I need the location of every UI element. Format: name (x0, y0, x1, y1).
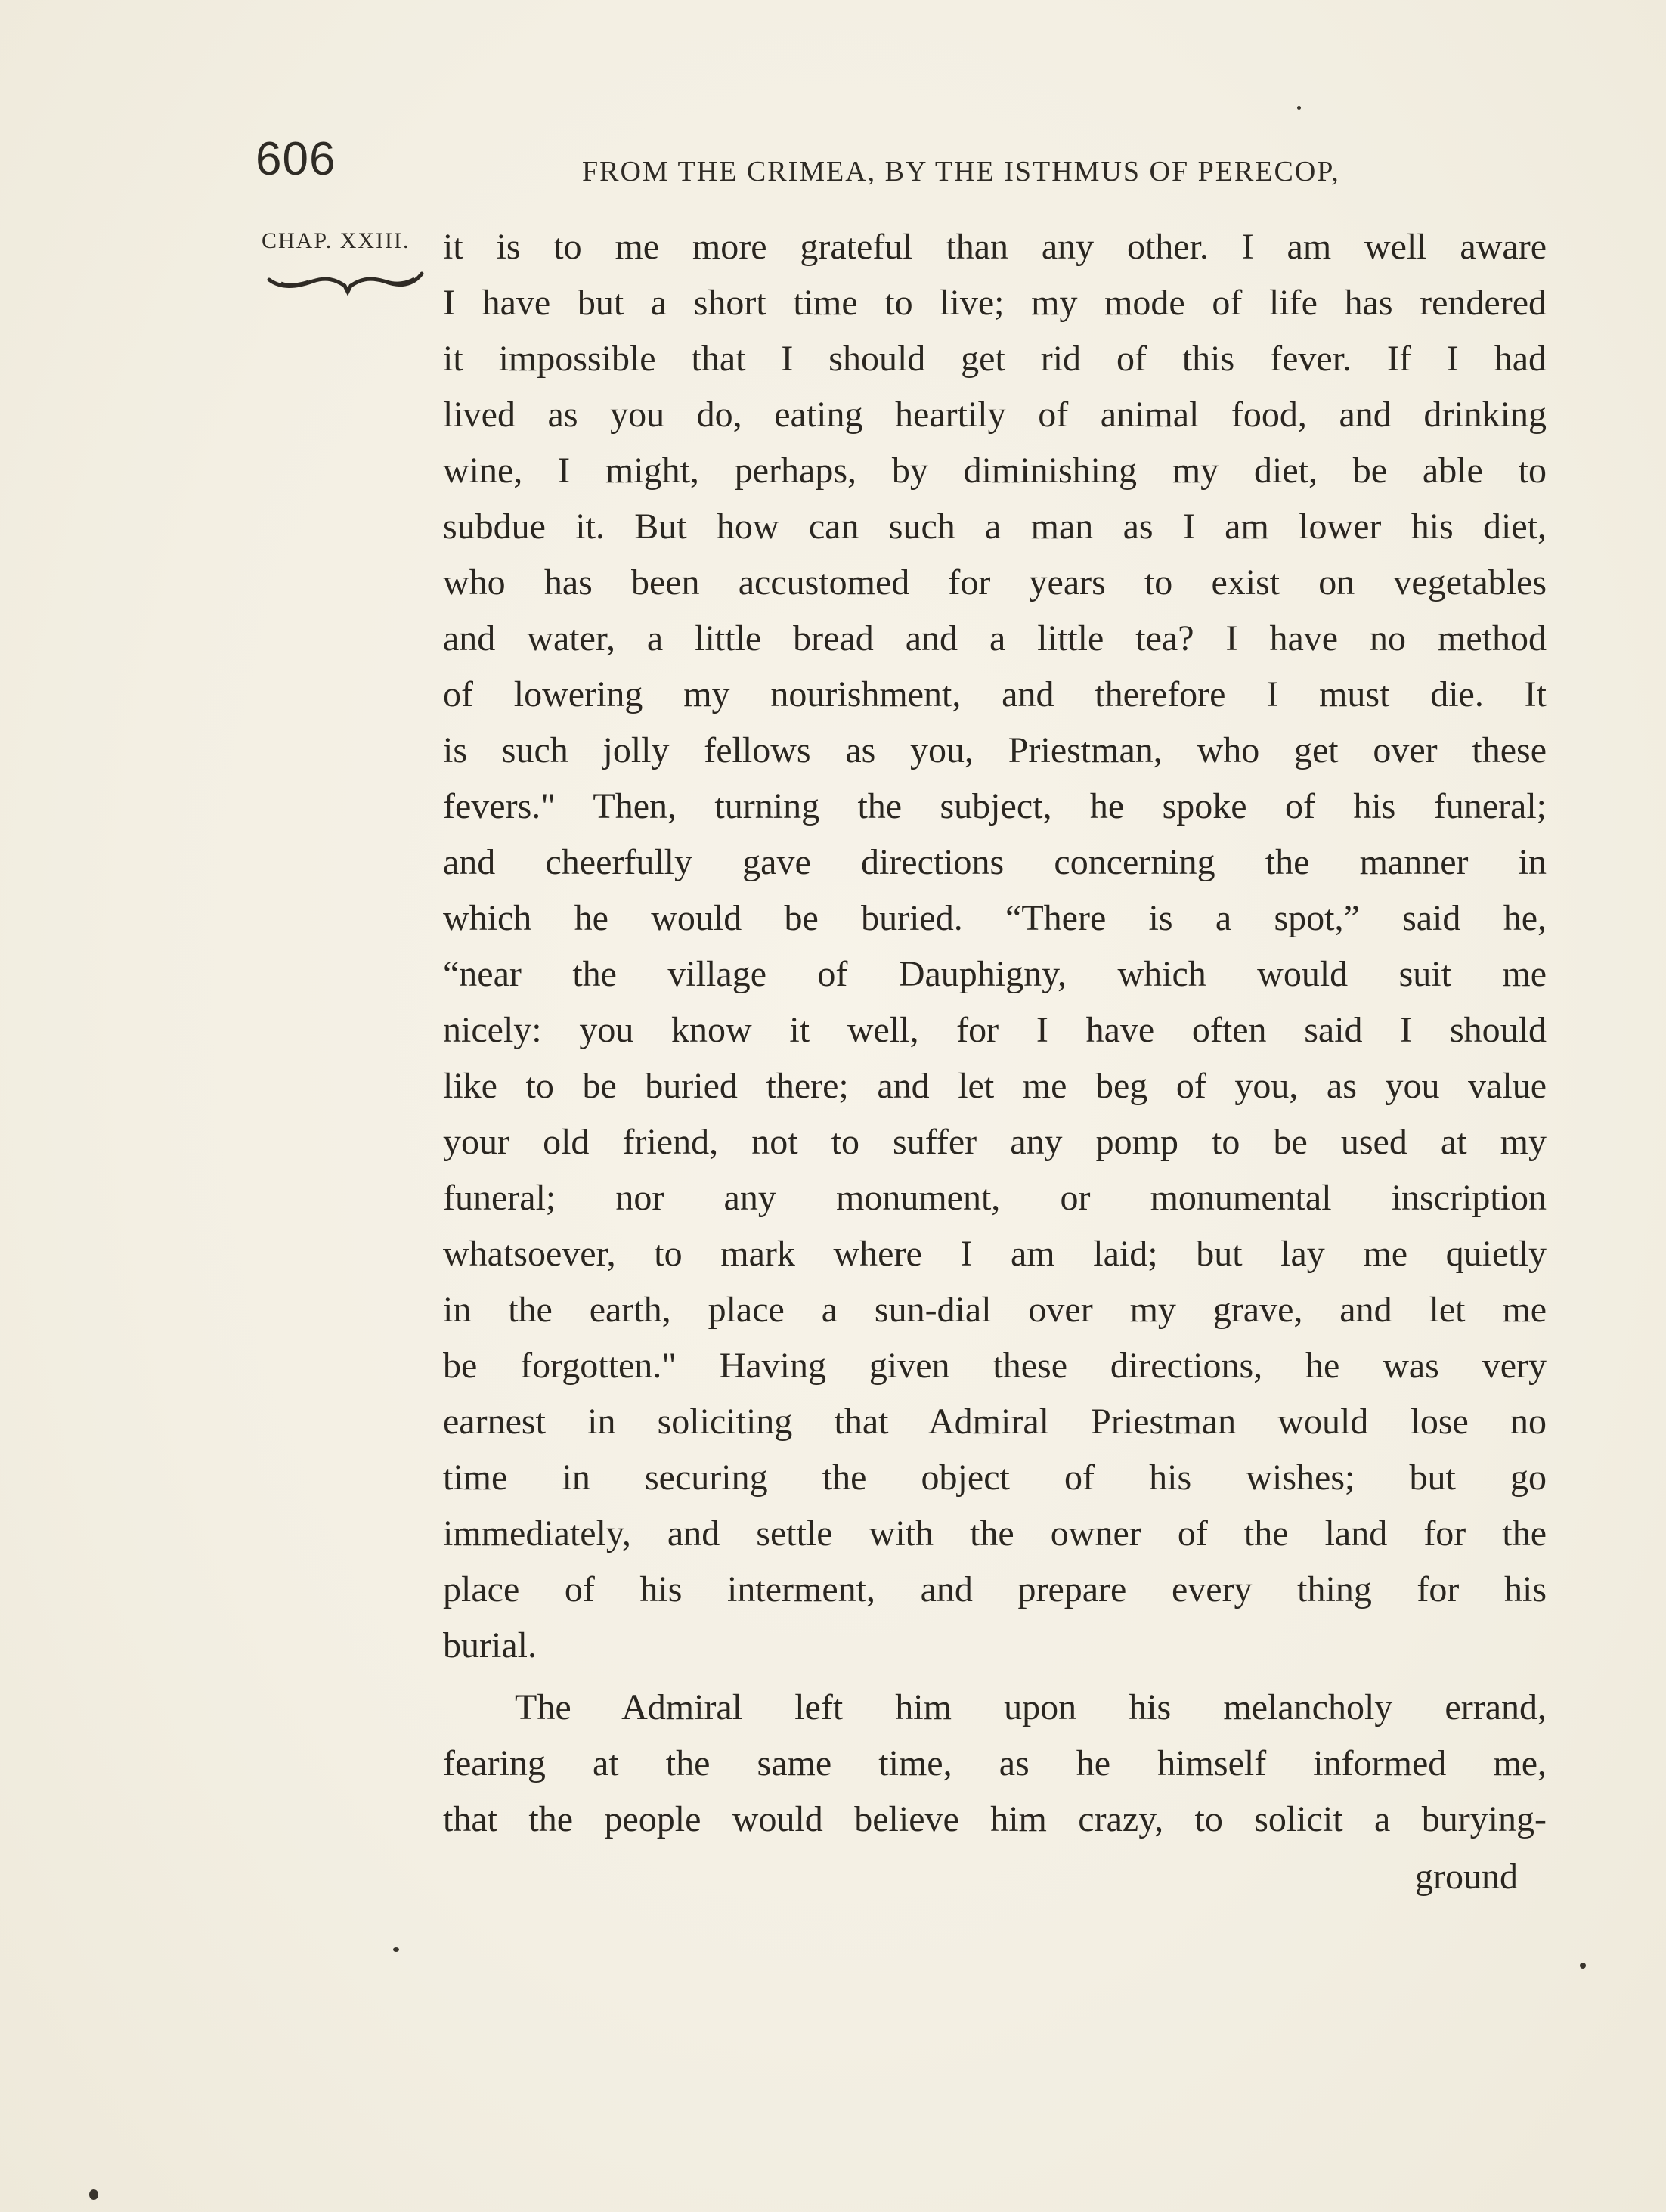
page-number: 606 (255, 133, 336, 185)
text-line: earnest in soliciting that Admiral Priestman would lose no (443, 1402, 1547, 1442)
text-line: is such jolly fellows as you, Priestman, who get over these (443, 730, 1547, 770)
text-line: whatsoever, to mark where I am laid; but lay me quietly (443, 1234, 1547, 1274)
text-line: it impossible that I should get rid of this fever. If I had (443, 339, 1547, 379)
text-line: and water, a little bread and a little tea? I have no method (443, 618, 1547, 658)
text-line: it is to me more grateful than any other. I am well aware (443, 227, 1547, 267)
paper-speck (393, 1947, 399, 1952)
paper-speck (1580, 1963, 1586, 1969)
text-line: “near the village of Dauphigny, which would suit me (443, 954, 1547, 994)
text-line: nicely: you know it well, for I have often said I should (443, 1010, 1547, 1050)
paragraph-gap (443, 1674, 1547, 1680)
paper-speck (89, 2189, 98, 2200)
chapter-ornament-icon (266, 269, 425, 296)
text-line: lived as you do, eating heartily of animal food, and drinking (443, 395, 1547, 435)
text-line: funeral; nor any monument, or monumental inscription (443, 1178, 1547, 1218)
body-text (443, 219, 1547, 1848)
text-line: like to be buried there; and let me beg of you, as you value (443, 1066, 1547, 1106)
text-line: wine, I might, perhaps, by diminishing my diet, be able to (443, 451, 1547, 491)
paper-speck (1297, 106, 1301, 110)
text-line: subdue it. But how can such a man as I am lower his diet, (443, 507, 1547, 547)
text-line: I have but a short time to live; my mode of life has rendered (443, 283, 1547, 323)
text-line: be forgotten." Having given these directions, he was very (443, 1346, 1547, 1386)
text-line: in the earth, place a sun-dial over my grave, and let me (443, 1290, 1547, 1330)
text-line: that the people would believe him crazy, to solicit a burying- (443, 1799, 1547, 1839)
text-line: who has been accustomed for years to exist on vegetables (443, 562, 1547, 603)
chapter-label: CHAP. XXIII. (262, 228, 410, 253)
text-line: your old friend, not to suffer any pomp to be used at my (443, 1122, 1547, 1162)
text-line: and cheerfully gave directions concerning the manner in (443, 842, 1547, 882)
text-line: burial. (443, 1625, 537, 1665)
text-line: of lowering my nourishment, and therefore I must die. It (443, 674, 1547, 714)
running-head: FROM THE CRIMEA, BY THE ISTHMUS OF PERECOP, (582, 156, 1340, 187)
text-line: place of his interment, and prepare every thing for his (443, 1569, 1547, 1609)
text-line: which he would be buried. “There is a spot,” said he, (443, 898, 1547, 938)
text-line: fearing at the same time, as he himself informed me, (443, 1743, 1547, 1783)
text-line: immediately, and settle with the owner of the land for the (443, 1513, 1547, 1554)
text-line: The Admiral left him upon his melancholy errand, (515, 1687, 1547, 1727)
catchword: ground (1415, 1857, 1518, 1897)
text-line: fevers." Then, turning the subject, he spoke of his funeral; (443, 786, 1547, 826)
text-line: time in securing the object of his wishes; but go (443, 1458, 1547, 1498)
